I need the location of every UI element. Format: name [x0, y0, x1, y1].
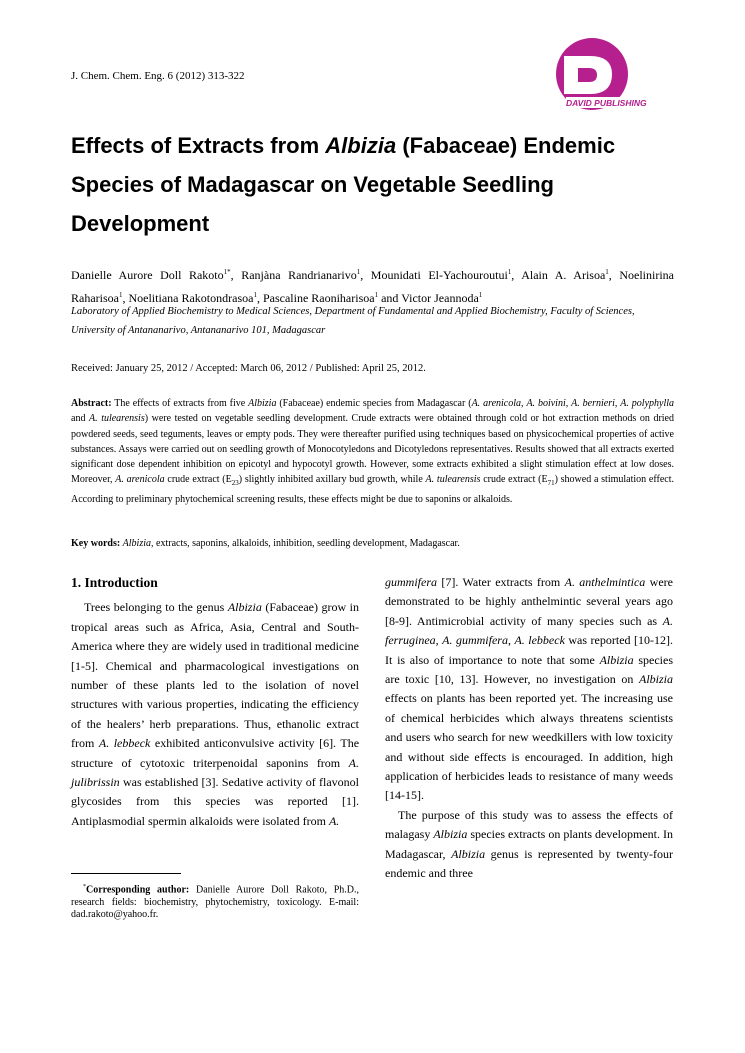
author-name: Pascaline Raoniharisoa	[262, 291, 375, 305]
footnote-text: Danielle Aurore Doll Rakoto, Ph.D., research fields: biochemistry, phytochemistry, toxicology. E-mail: dad.rakoto@yahoo.fr.	[71, 884, 359, 921]
received-dates: Received: January 25, 2012 / Accepted: March 06, 2012 / Published: April 25, 2012.	[71, 363, 426, 374]
abstract-label: Abstract:	[71, 398, 112, 409]
affiliation-mark: 1	[356, 268, 361, 276]
logo-text: DAVID PUBLISHING	[566, 98, 647, 108]
author-name: Victor Jeannoda	[401, 291, 479, 305]
footnote-rule	[71, 873, 181, 874]
footnote-label: Corresponding author:	[86, 884, 190, 896]
affiliation-mark: 1	[507, 268, 512, 276]
intro-paragraph-1: Trees belonging to the genus Albizia (Fabaceae) grow in tropical areas such as Africa, Asia, Central and South-America where they are widely used in traditional medicine [1-5]. Chemical and pharmacological investigations on number of these plants led to the isolation of novel structures with various properties, indicating the efficiency of the healers’ herb preparations. Thus, ethanolic extract from A. lebbeck exhibited anticonvulsive activity [6]. The structure of cytotoxic triterpenoidal saponins from A. julibrissin was established [3]. Sedative activity of flavonol glycosides from this species was reported [1]. Antiplasmodial spermin alkaloids were isolated from A.	[71, 600, 360, 828]
footnote: *Corresponding author: Danielle Aurore Doll Rakoto, Ph.D., research fields: biochemistry, phytochemistry, toxicology. E-mail: dad.rakoto@yahoo.fr.	[71, 884, 359, 921]
journal-reference: J. Chem. Chem. Eng. 6 (2012) 313-322	[71, 70, 245, 82]
left-column	[71, 573, 359, 831]
david-publishing-logo	[544, 36, 676, 112]
keywords	[71, 538, 674, 549]
author-name: Mounidati El-Yachouroutui	[370, 268, 508, 282]
intro-paragraph-2: The purpose of this study was to assess the effects of malagasy Albizia species extracts on plants development. In Madagascar, Albizia genus is represented by twenty-four endemic and three	[385, 807, 673, 881]
author-list: Danielle Aurore Doll Rakoto$^{1*}$, Ranjàna Randrianarivo$^1$, Mounidati El-Yachouroutui$^1$, Alain A. Arisoa$^1$, Noelinirina Raharisoa$^1$, Noelitiana Rakotondrasoa$^1$, Pascaline Raoniharisoa$^1$ and Victor Jeannoda$^1$	[71, 268, 675, 305]
affiliation-mark: 1	[605, 268, 609, 276]
affiliation-mark: 1	[253, 291, 257, 299]
paper-title: Effects of Extracts from Albizia (Fabaceae) Endemic Species of Madagascar on Vegetable Seedling Development	[71, 133, 616, 236]
keywords-label: Key words:	[71, 538, 121, 549]
right-column	[385, 573, 673, 884]
author-name: Ranjàna Randrianarivo	[241, 268, 357, 282]
author-name: Noelitiana Rakotondrasoa	[128, 291, 254, 305]
affiliation-mark: 1	[478, 291, 483, 299]
affiliation-mark: 1	[118, 291, 123, 299]
affiliation: Laboratory of Applied Biochemistry to Medical Sciences, Department of Fundamental and Applied Biochemistry, Faculty of Sciences, University of Antananarivo, Antananarivo 101, Madagascar	[71, 306, 635, 336]
abstract	[71, 396, 674, 507]
section-heading: 1. Introduction	[71, 575, 158, 590]
author-name: Noelinirina Raharisoa	[71, 268, 675, 305]
affiliation-mark: 1*	[223, 268, 231, 276]
author-name: Alain A. Arisoa	[521, 268, 606, 282]
affiliation-mark: 1	[374, 291, 379, 299]
abstract-text: The effects of extracts from five Albizia (Fabaceae) endemic species from Madagascar (A. arenicola, A. boivini, A. bernieri, A. polyphylla and A. tulearensis) were tested on vegetable seedling development. Crude extracts were obtained through cold or hot extraction methods on dried powdered seeds, seed teguments, leaves or empty pods. They were thereafter purified using techniques based on physicochemical properties of active substances. Assays were carried out on seedling growth of Monocotyledons and Dicotyledons representatives. Results showed that all extracts exerted significant dose dependent inhibition on epicotyl and hypocotyl growth. However, some extracts exhibited a slight stimulation effect at low doses. Moreover, A. arenicola crude extract $(E_{23})$ slightly inhibited axillary bud growth, while A. tulearensis crude extract $(E_{71})$ showed a stimulation effect. According to preliminary phytochemical screening results, these effects might be due to saponins or alkaloids.	[71, 398, 675, 505]
author-name: Danielle Aurore Doll Rakoto	[71, 268, 224, 282]
keywords-text: Albizia, extracts, saponins, alkaloids, inhibition, seedling development, Madagascar.	[122, 538, 460, 549]
intro-paragraph-1-continued: gummifera [7]. Water extracts from A. anthelmintica were demonstrated to be highly anthelmintic several years ago [8-9]. Antimicrobial activity of many species such as A. ferruginea, A. gummifera, A. lebbeck was reported [10-12]. It is also of importance to note that some Albizia species are toxic [10, 13]. However, no investigation on Albizia effects on plants has been reported yet. The increasing use of chemical herbicides which always threatens scientists and users who search for new weedkillers with low toxicity and without side effects is encouraged. In addition, high application of herbicides leads to resistance of many weeds [14-15].	[385, 575, 673, 803]
